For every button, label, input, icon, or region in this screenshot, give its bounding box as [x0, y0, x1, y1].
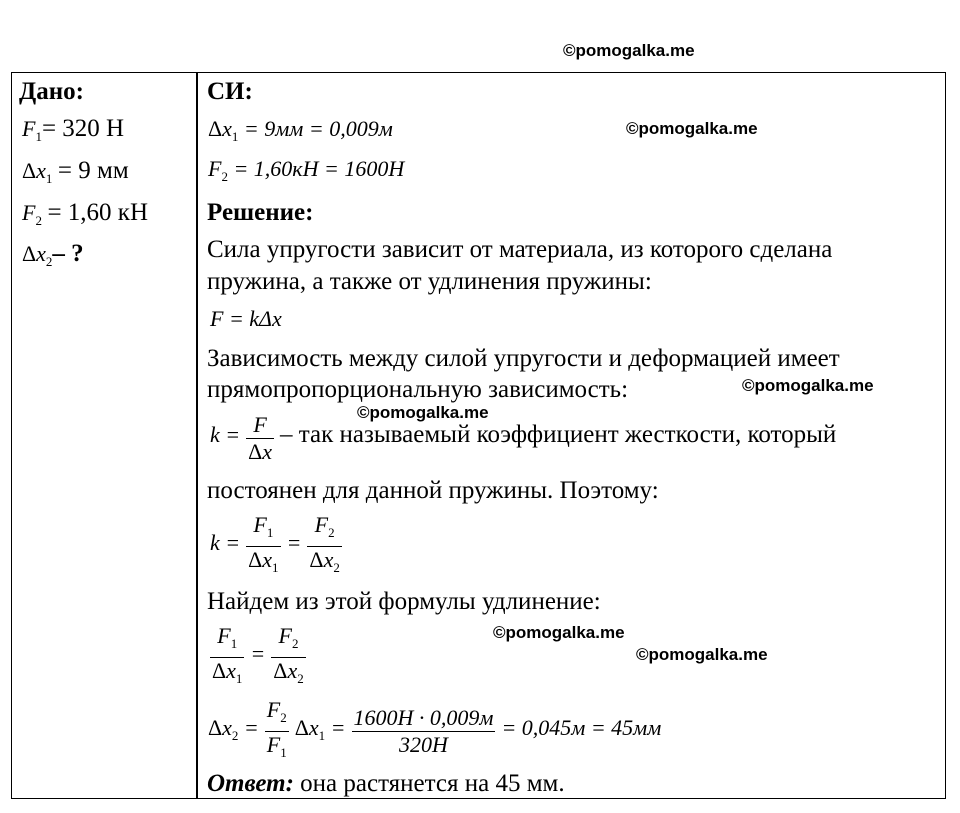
solution-paragraph: прямопропорциональную зависимость: — [207, 376, 629, 403]
formula-hooke: F = kΔx — [210, 306, 282, 331]
watermark: ©pomogalka.me — [626, 119, 758, 138]
answer: Ответ: она растянется на 45 мм. — [207, 770, 565, 797]
solution-title: Решение: — [207, 199, 314, 226]
given-dx1: $\Delta x_1 = 9$ мм — [22, 157, 129, 186]
given-f1: $F_1= 320$ Н — [22, 115, 125, 144]
given-dx2: $\Delta x_2-$ ? — [22, 240, 84, 269]
si-dx1: $\Delta x_1 = 9мм = 0,009м$ — [208, 116, 393, 144]
column-divider — [196, 72, 198, 799]
solution-paragraph: постоянен для данной пружины. Поэтому: — [207, 477, 659, 504]
watermark: ©pomogalka.me — [636, 645, 768, 664]
solution-paragraph: Зависимость между силой упругости и деформацией имеет — [207, 345, 840, 372]
given-f2: $F_2 = 1,60$ кН — [22, 199, 149, 228]
formula-k-equality: k = $\frac{F_1}{\Delta x_1}$ = $\frac{F_2}{\Delta x_2}$ — [210, 512, 340, 575]
formula-k-definition: k = $\frac{F}{\Delta x}$ – так называемый коэффициент жесткости, который — [210, 412, 837, 464]
watermark: ©pomogalka.me — [563, 41, 695, 60]
si-f2: $F_2 = 1,60кН = 1600Н$ — [208, 156, 405, 184]
solution-paragraph: Сила упругости зависит от материала, из которого сделана — [207, 236, 833, 263]
solution-paragraph: Найдем из этой формулы удлинение: — [207, 588, 601, 615]
given-title: Дано: — [19, 78, 84, 105]
si-title: СИ: — [207, 78, 253, 105]
watermark: ©pomogalka.me — [357, 403, 489, 422]
formula-proportion: $\frac{F_1}{\Delta x_1}$ = $\frac{F_2}{\Delta x_2}$ — [212, 623, 304, 686]
watermark: ©pomogalka.me — [493, 623, 625, 642]
formula-calculation: $\Delta x_2$ = $\frac{F_2}{F_1}$ $\Delta x_1$ = $\frac{1600Н \cdot 0,009м}{320Н}$ = 0,045м = 45мм — [208, 697, 662, 760]
watermark: ©pomogalka.me — [742, 376, 874, 395]
solution-paragraph: пружина, а также от удлинения пружины: — [207, 268, 652, 295]
